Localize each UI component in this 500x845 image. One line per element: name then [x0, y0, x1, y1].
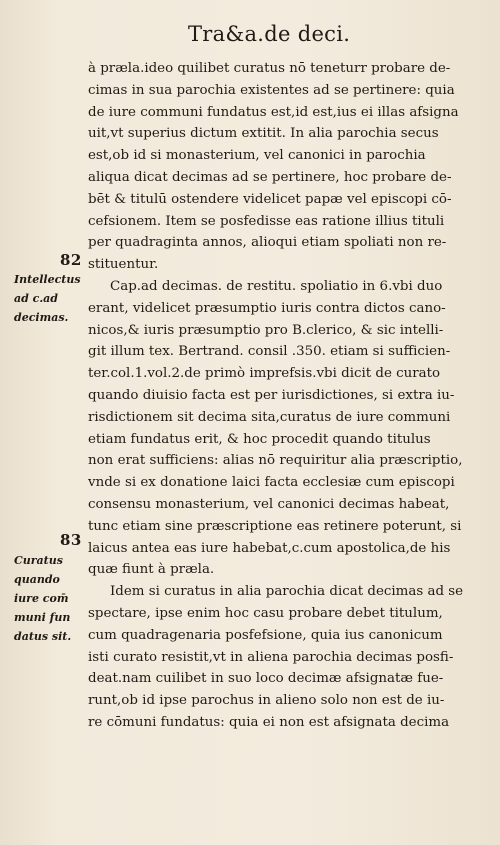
- text-line: etiam fundatus erit, & hoc procedit quando titulus: [88, 431, 431, 447]
- text-line: git illum tex. Bertrand. consil .350. etiam si sufficien-: [88, 344, 451, 360]
- gloss-line: iure com̄: [14, 592, 69, 605]
- text-line: vnde si ex donatione laici facta ecclesiæ cum episcopi: [88, 475, 455, 491]
- paragraph-3: [88, 581, 472, 734]
- text-line: cum quadragenaria posfefsione, quia ius canonicum: [88, 627, 443, 643]
- paragraph-1: [88, 58, 472, 276]
- text-line: deat.nam cuilibet in suo loco decimæ afsignatæ fue-: [88, 671, 444, 687]
- page-header: [0, 22, 500, 52]
- gloss-line: Curatus: [14, 554, 63, 567]
- text-line: Idem si curatus in alia parochia dicat decimas ad se: [110, 584, 464, 600]
- running-head: Tra&a.de deci.: [188, 22, 351, 46]
- gloss-line: muni fun: [14, 611, 71, 624]
- text-line: per quadraginta annos, alioqui etiam spoliati non re-: [88, 235, 447, 251]
- main-text: [88, 58, 472, 734]
- text-line: re cōmuni fundatus: quia ei non est afsignata decima: [88, 714, 450, 730]
- margin-number-83: 83: [60, 531, 82, 549]
- text-line: spectare, ipse enim hoc casu probare debet titulum,: [88, 605, 443, 621]
- text-line: quando diuisio facta est per iurisdictiones, si extra iu-: [88, 387, 455, 403]
- margin-gloss-82: [14, 270, 86, 327]
- gloss-line: datus sit.: [14, 630, 72, 643]
- gloss-line: ad c.ad: [14, 292, 58, 305]
- text-line: nicos,& iuris præsumptio pro B.clerico, & sic intelli-: [88, 322, 444, 338]
- text-line: laicus antea eas iure habebat,c.cum apostolica,de his: [88, 540, 451, 556]
- text-line: tunc etiam sine præscriptione eas retinere poterunt, si: [88, 518, 462, 534]
- margin-gloss-83: [14, 551, 86, 646]
- text-line: quæ fiunt à præla.: [88, 562, 215, 578]
- margin-number-82: 82: [60, 251, 82, 269]
- text-line: aliqua dicat decimas ad se pertinere, hoc probare de-: [88, 169, 452, 185]
- text-line: cefsionem. Item se posfedisse eas ratione illius tituli: [88, 213, 445, 229]
- text-line: à præla.ideo quilibet curatus nō teneturr probare de-: [88, 61, 451, 76]
- text-line: ter.col.1.vol.2.de primò imprefsis.vbi dicit de curato: [88, 366, 441, 382]
- gloss-line: quando: [14, 573, 60, 586]
- text-line: erant, videlicet præsumptio iuris contra dictos cano-: [88, 300, 446, 316]
- text-line: bēt & titulū ostendere videlicet papæ vel episcopi cō-: [88, 191, 452, 207]
- text-line: cimas in sua parochia existentes ad se pertinere: quia: [88, 82, 455, 98]
- text-line: consensu monasterium, vel canonici decimas habeat,: [88, 496, 450, 512]
- gloss-line: decimas.: [14, 311, 69, 324]
- text-line: isti curato resistit,vt in aliena parochia decimas posfi-: [88, 649, 454, 665]
- text-line: runt,ob id ipse parochus in alieno solo non est de iu-: [88, 693, 445, 709]
- text-line: Cap.ad decimas. de restitu. spoliatio in 6.vbi duo: [110, 278, 443, 294]
- text-line: de iure communi fundatus est,id est,ius ei illas afsigna: [88, 104, 459, 120]
- text-line: uit,vt superius dictum extitit. In alia parochia secus: [88, 126, 439, 142]
- gloss-line: Intellectus: [14, 273, 81, 286]
- text-line: risdictionem sit decima sita,curatus de iure communi: [88, 409, 451, 425]
- text-line: non erat sufficiens: alias nō requiritur alia præscriptio,: [88, 453, 463, 469]
- text-line: est,ob id si monasterium, vel canonici in parochia: [88, 148, 426, 164]
- paragraph-2: [88, 276, 472, 581]
- text-line: stituentur.: [88, 257, 159, 273]
